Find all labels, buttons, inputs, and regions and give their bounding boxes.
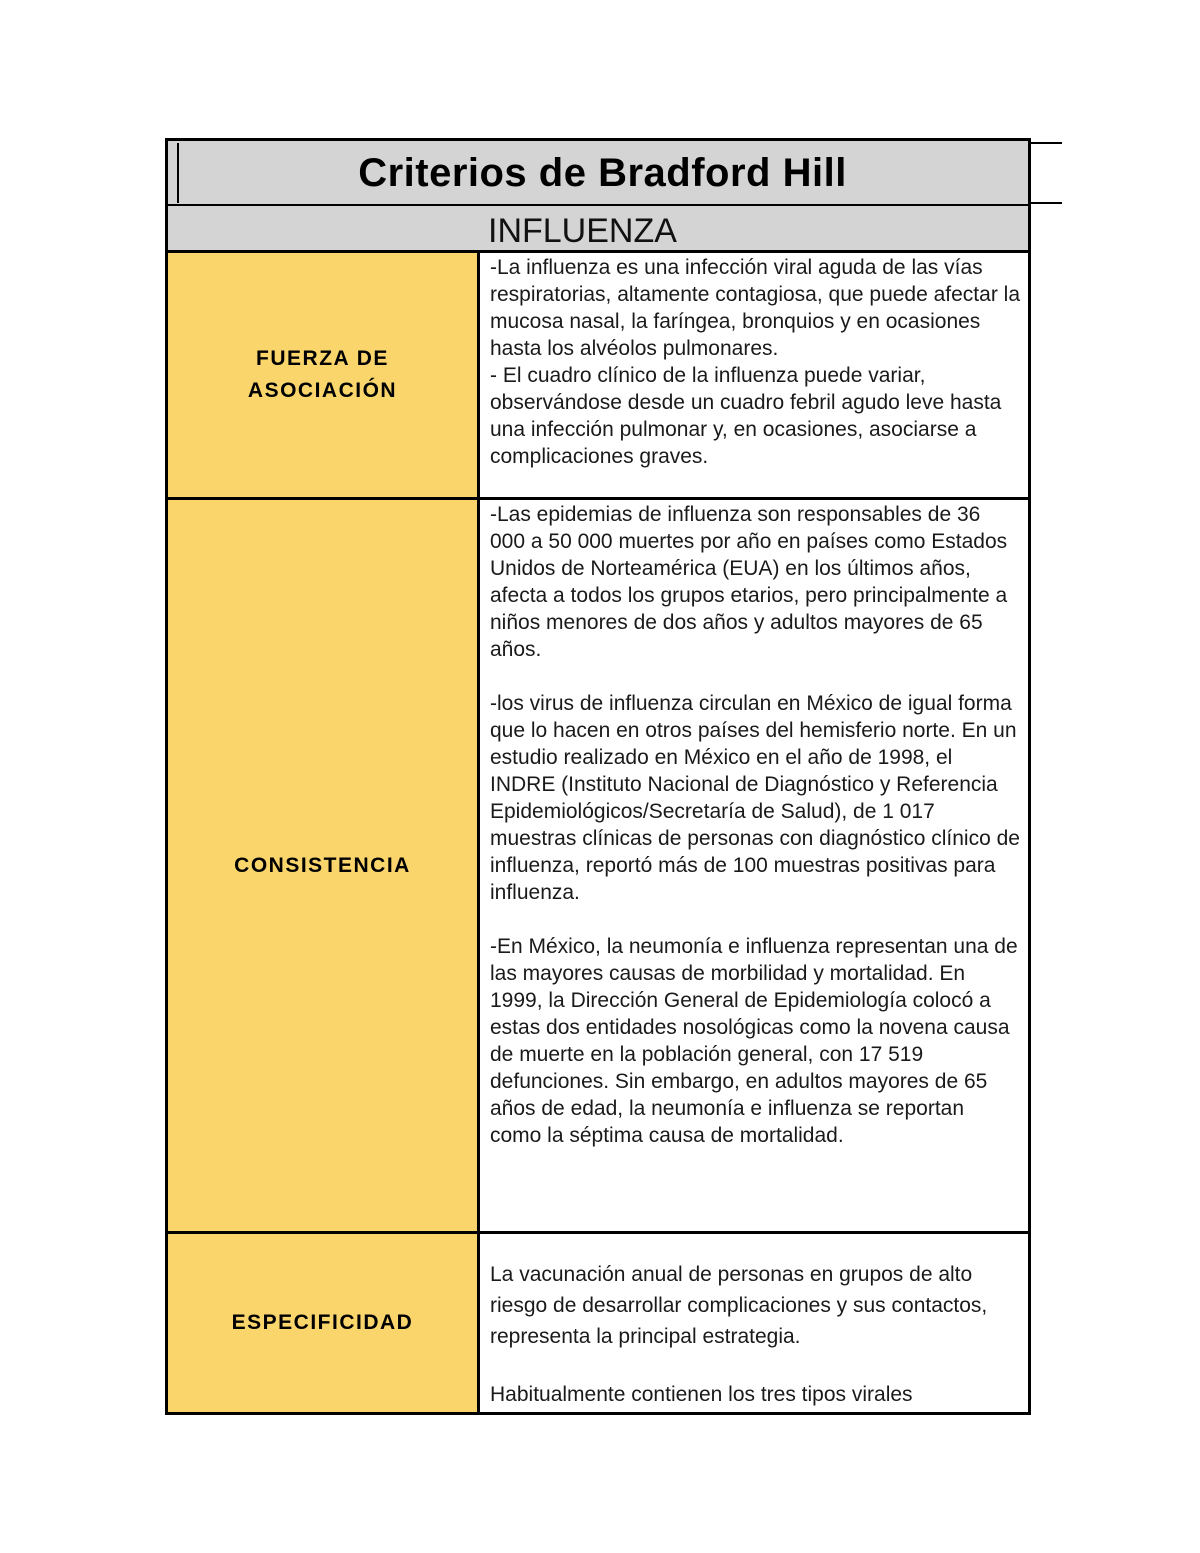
paragraph: -La influenza es una infección viral aguda de las vías respiratorias, altamente contagiosa, que puede afectar la mucosa nasal, la faríngea, bronquios y en ocasiones hasta los alvéolos pulmonares. xyxy=(490,256,1020,360)
paragraph: -Las epidemias de influenza son responsables de 36 000 a 50 000 muertes por año en países como Estados Unidos de Norteamérica (EUA) en los últimos años, afecta a todos los grupos etarios, pero principalmente a niños menores de dos años y adultos mayores de 65 años. xyxy=(490,503,1008,661)
page-subtitle: INFLUENZA xyxy=(488,212,677,250)
paragraph: Habitualmente contienen los tres tipos virales xyxy=(490,1383,913,1406)
criterion-label: FUERZA DE ASOCIACIÓN xyxy=(247,347,398,402)
criteria-table xyxy=(165,138,1031,1415)
header-rule-top xyxy=(1031,142,1062,144)
paragraph-gap xyxy=(490,663,1020,690)
table-row xyxy=(168,1234,1028,1412)
criterion-label-cell xyxy=(168,253,480,497)
criterion-label-cell xyxy=(168,1234,480,1412)
criterion-content-cell xyxy=(480,1234,1028,1412)
criterion-label: CONSISTENCIA xyxy=(234,853,411,877)
title-row xyxy=(168,141,1028,206)
title-frame xyxy=(177,143,1026,203)
table-row xyxy=(168,500,1028,1234)
criterion-content-cell xyxy=(480,253,1028,497)
paragraph-gap xyxy=(490,1352,1020,1379)
paragraph-gap xyxy=(490,906,1020,933)
paragraph: -En México, la neumonía e influenza representan una de las mayores causas de morbilidad y mortalidad. En 1999, la Dirección General de Epidemiología colocó a estas dos entidades nosológicas como la novena causa de muerte en la población general, con 17 519 defunciones. Sin embargo, en adultos mayores de 65 años de edad, la neumonía e influenza se reportan como la séptima causa de mortalidad. xyxy=(490,935,1018,1147)
criterion-label-cell xyxy=(168,500,480,1231)
criterion-content-cell xyxy=(480,500,1028,1231)
paragraph: - El cuadro clínico de la influenza puede variar, observándose desde un cuadro febril agudo leve hasta una infección pulmonar y, en ocasiones, asociarse a complicaciones graves. xyxy=(490,364,1002,468)
paragraph: -los virus de influenza circulan en México de igual forma que lo hacen en otros países del hemisferio norte. En un estudio realizado en México en el año de 1998, el INDRE (Instituto Nacional de Diagnóstico y Referencia Epidemiológicos/Secretaría de Salud), de 1 017 muestras clínicas de personas con diagnóstico clínico de influenza, reportó más de 100 muestras positivas para influenza. xyxy=(490,692,1020,904)
table-row xyxy=(168,253,1028,500)
page-title: Criterios de Bradford Hill xyxy=(358,151,847,195)
subtitle-row xyxy=(168,206,1028,253)
header-rule-bottom xyxy=(1031,202,1062,204)
paragraph: La vacunación anual de personas en grupos de alto riesgo de desarrollar complicaciones y sus contactos, representa la principal estrategia. xyxy=(490,1263,988,1348)
criterion-label: ESPECIFICIDAD xyxy=(231,1311,414,1334)
